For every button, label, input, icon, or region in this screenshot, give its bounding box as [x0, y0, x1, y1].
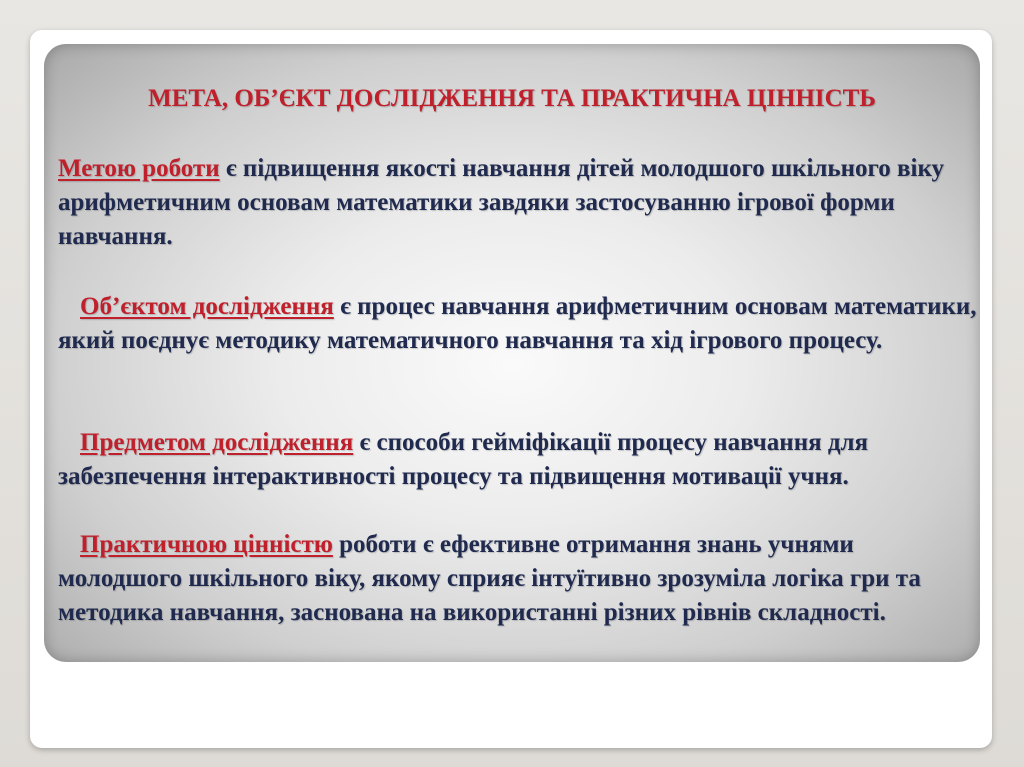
paragraph-object-text: є процес навчання арифметичним основам математики, який поєднує методику математичного навчання та хід ігрового процесу.: [58, 293, 977, 354]
paragraph-goal-key: Метою роботи: [58, 155, 220, 182]
paragraph-object-key: Об’єктом дослідження: [80, 293, 334, 320]
paragraph-value-text: роботи є ефективне отримання знань учнями молодшого шкільного віку, якому сприяє інтуїтивно зрозуміла логіка гри та методика навчання, заснована на використанні різних рівнів складності.: [58, 531, 921, 626]
slide-title: МЕТА, ОБ’ЄКТ ДОСЛІДЖЕННЯ ТА ПРАКТИЧНА ЦІННІСТЬ: [148, 85, 876, 112]
paragraph-goal-text: є підвищення якості навчання дітей молодшого шкільного віку арифметичним основам математики завдяки застосуванню ігрової форми навчання.: [58, 155, 945, 250]
paragraph-value-key: Практичною цінністю: [80, 531, 333, 558]
paragraph-value: [58, 528, 980, 630]
paragraph-subject-text: є способи гейміфікації процесу навчання для забезпечення інтерактивності процесу та підвищення мотивації учня.: [58, 429, 869, 490]
paragraph-object: [58, 290, 980, 358]
paragraph-subject-key: Предметом дослідження: [80, 429, 354, 456]
paragraph-goal: [58, 152, 980, 254]
paragraph-subject: [58, 426, 980, 494]
